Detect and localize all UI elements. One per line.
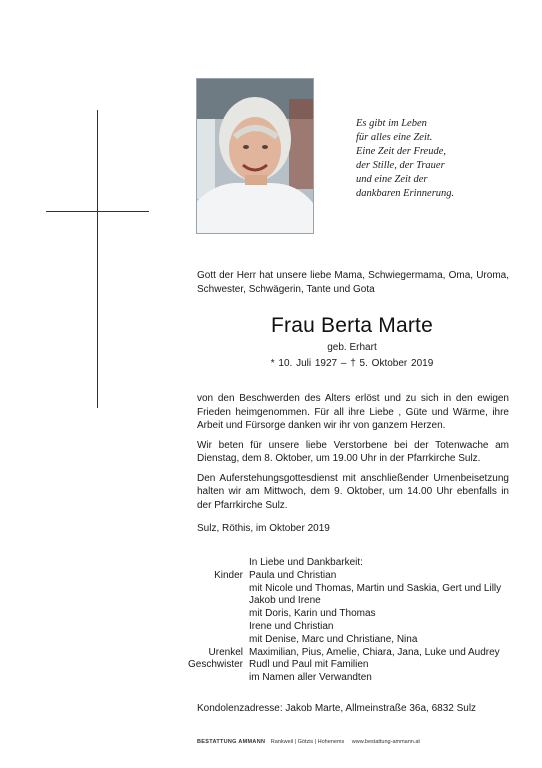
announcement-body: [197, 392, 509, 518]
funeral-home-name: BESTATTUNG AMMANN: [197, 739, 266, 745]
mourner-row: [150, 570, 510, 583]
mourner-role: [150, 557, 249, 570]
quote-line: Es gibt im Leben: [356, 118, 427, 129]
mourner-names: In Liebe und Dankbarkeit:: [249, 557, 363, 568]
mourners-list: [150, 557, 510, 685]
mourner-role: [150, 595, 249, 608]
mourner-row: [150, 659, 510, 672]
mourner-names: im Namen aller Verwandten: [249, 672, 372, 684]
mourner-row: [150, 583, 510, 596]
mourner-role: [150, 621, 249, 634]
funeral-home-website: www.bestattung-ammann.at: [351, 739, 420, 745]
intro-text: Gott der Herr hat unsere liebe Mama, Schwiegermama, Oma, Uroma, Schwester, Schwägerin, Tante und Gota: [197, 270, 509, 295]
portrait-illustration: [197, 79, 313, 233]
quote-block: [356, 117, 454, 201]
mourner-names: Jakob und Irene: [249, 595, 321, 607]
mourner-role: Geschwister: [187, 659, 243, 671]
mourner-role: Kinder: [214, 569, 243, 581]
life-dates: * 10. Juli 1927 – † 5. Oktober 2019: [270, 358, 434, 369]
paragraph: Den Auferstehungsgottesdienst mit anschließender Urnenbeisetzung halten wir am Mittwoch, dem 9. Oktober, um 14.00 Uhr ebenfalls in der Pfarrkirche Sulz.: [197, 472, 509, 511]
birth-name: geb. Erhart: [327, 342, 377, 353]
mourner-names: mit Denise, Marc und Christiane, Nina: [249, 633, 418, 645]
mourner-row: [150, 647, 510, 660]
mourner-role: [150, 672, 249, 685]
mourner-names: Paula und Christian: [249, 569, 337, 581]
mourner-role: [150, 608, 249, 621]
mourner-role: Urenkel: [208, 646, 243, 658]
quote-line: der Stille, der Trauer: [356, 160, 445, 171]
mourner-row: [150, 608, 510, 621]
mourner-names: Maximilian, Pius, Amelie, Chiara, Jana, Luke und Audrey: [249, 646, 500, 658]
mourner-row: [150, 634, 510, 647]
quote-line: für alles eine Zeit.: [356, 132, 433, 143]
mourner-role: [150, 634, 249, 647]
mourner-role: [150, 583, 249, 596]
place-date: Sulz, Röthis, im Oktober 2019: [197, 523, 330, 534]
mourner-row: [150, 557, 510, 570]
paragraph: von den Beschwerden des Alters erlöst und zu sich in den ewigen Frieden heimgenommen. Für all ihre Liebe , Güte und Wärme, ihre Arbeit und Fürsorge danken wir ihr von ganzem Herzen.: [197, 393, 509, 431]
quote-line: und eine Zeit der: [356, 174, 428, 185]
mourner-names: Rudl und Paul mit Familien: [249, 659, 369, 671]
mourner-row: [150, 595, 510, 608]
quote-line: dankbaren Erinnerung.: [356, 188, 455, 199]
condolence-address: Kondolenzadresse: Jakob Marte, Allmeinstraße 36a, 6832 Sulz: [197, 703, 477, 714]
paragraph: Wir beten für unsere liebe Verstorbene bei der Totenwache am Dienstag, dem 8. Oktober, um 19.00 Uhr in der Pfarrkirche Sulz.: [197, 439, 509, 464]
cross-horizontal-bar: [46, 211, 149, 212]
mourner-names: mit Nicole und Thomas, Martin und Saskia, Gert und Lilly: [249, 582, 502, 594]
funeral-home-footer: [197, 739, 420, 745]
deceased-name: Frau Berta Marte: [271, 314, 433, 337]
mourner-names: Irene und Christian: [249, 620, 334, 632]
mourner-names: mit Doris, Karin und Thomas: [249, 608, 376, 620]
cross-vertical-bar: [97, 110, 98, 408]
portrait-photo: [196, 78, 314, 234]
mourner-row: [150, 672, 510, 685]
funeral-home-locations: Rankweil | Götzis | Hohenems: [270, 739, 345, 745]
quote-line: Eine Zeit der Freude,: [356, 146, 447, 157]
mourner-row: [150, 621, 510, 634]
